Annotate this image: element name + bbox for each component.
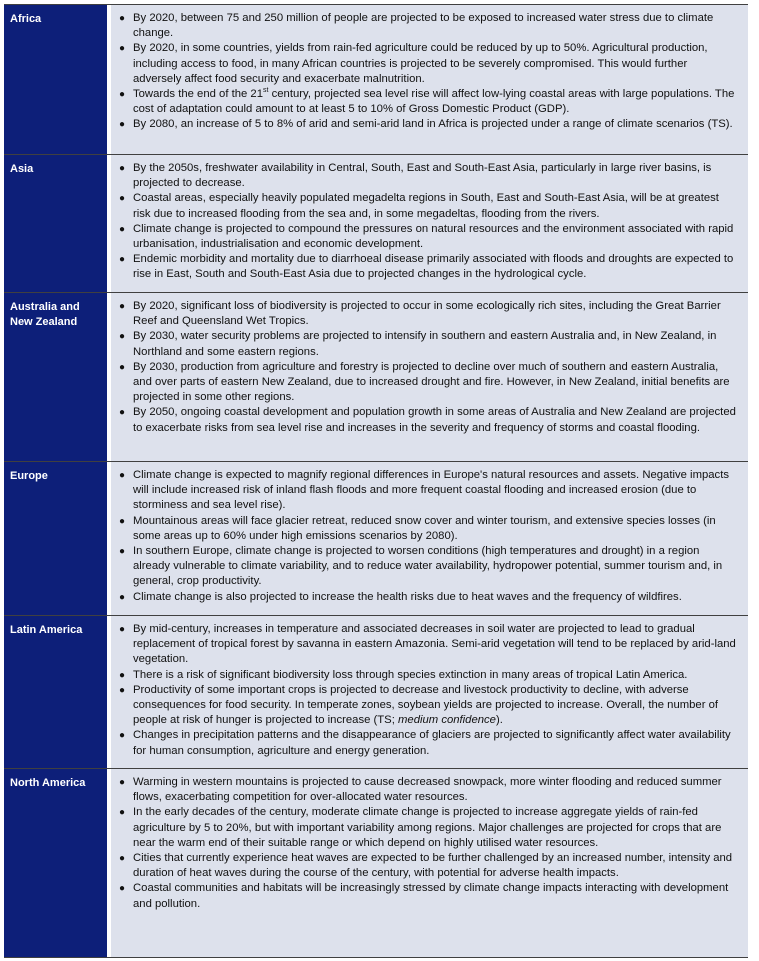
sup-text-item: Towards the end of the 21st century, projected sea level rise will affect low-lying coastal areas with large populations. The cost of adaptation could amount to at least 5 to 10% of Gross Domestic Product (GDP). (133, 87, 735, 116)
list-item: ● Climate change is also projected to increase the health risks due to heat waves and the frequency of wildfires. (119, 590, 682, 603)
region-label: Latin America (4, 616, 107, 768)
list-item: ● By 2020, significant loss of biodiversity is projected to occur in some ecologically rich sites, including the Great Barrier Reef and Queensland Wet Tropics. (119, 300, 721, 328)
list-item: ● By 2030, production from agriculture and forestry is projected to decline over much of southern and eastern Australia, and over parts of eastern New Zealand, due to increased drought and fire. However, in New Zealand, initial benefits are projected in some other regions. (119, 360, 730, 404)
list-item: ● Endemic morbidity and mortality due to diarrhoeal disease primarily associated with floods and droughts are expected to rise in East, South and South-East Asia due to projected changes in the hydrological cycle. (119, 253, 734, 281)
list-item: ● By mid-century, increases in temperature and associated decreases in soil water are projected to lead to gradual replacement of tropical forest by savanna in eastern Amazonia. Semi-arid vegetation will tend to be replaced by arid-land vegetation. (119, 623, 736, 666)
region-label: North America (4, 769, 107, 957)
list-item: ● Changes in precipitation patterns and the disappearance of glaciers are projected to significantly affect water availability for human consumption, agriculture and energy generation. (119, 729, 731, 757)
bullet-list (111, 155, 748, 292)
regional-impacts-table (4, 4, 748, 958)
list-item: ● Warming in western mountains is projected to cause decreased snowpack, more winter flooding and reduced summer flows, exacerbating competition for over-allocated water resources. (119, 776, 722, 804)
list-item: ● Mountainous areas will face glacier retreat, reduced snow cover and winter tourism, and extensive species losses (in some areas up to 60% under high emissions scenarios by 2080). (119, 514, 716, 542)
list-item: ● By 2080, an increase of 5 to 8% of arid and semi-arid land in Africa is projected under a range of climate scenarios (TS). (119, 118, 733, 131)
list-item: ● There is a risk of significant biodiversity loss through species extinction in many areas of tropical Latin America. (119, 668, 688, 681)
bullet-list (111, 462, 748, 615)
region-label: Europe (4, 462, 107, 615)
table-row (4, 155, 748, 293)
list-item: ● By 2020, between 75 and 250 million of people are projected to be exposed to increased water stress due to climate change. (119, 12, 714, 40)
table-row (4, 5, 748, 155)
region-label: Asia (4, 155, 107, 292)
list-item: ● Climate change is projected to compound the pressures on natural resources and the environment associated with rapid urbanisation, industrialisation and economic development. (119, 222, 734, 251)
bullet-list (111, 616, 748, 768)
region-label: Australia and New Zealand (4, 293, 107, 461)
list-item: ● Coastal communities and habitats will be increasingly stressed by climate change impacts interacting with development and pollution. (119, 882, 729, 910)
list-item: ● By 2030, water security problems are projected to intensify in southern and eastern Australia and, in New Zealand, in Northland and some eastern regions. (119, 330, 717, 358)
list-item: ● Towards the end of the 21st century, projected sea level rise will affect low-lying coastal areas with large populations. The cost of adaptation could amount to at least 5 to 10% of Gross Domestic Product (GDP). (119, 87, 735, 116)
list-item: ● Climate change is expected to magnify regional differences in Europe's natural resources and assets. Negative impacts will include increased risk of inland flash floods and more frequent coastal flooding and increased erosion (due to storminess and sea level rise). (119, 469, 729, 512)
list-item: ● By the 2050s, freshwater availability in Central, South, East and South-East Asia, particularly in large river basins, is projected to decrease. (119, 162, 712, 190)
bullet-list (111, 769, 748, 957)
list-item: ● In the early decades of the century, moderate climate change is projected to increase aggregate yields of rain-fed agriculture by 5 to 20%, but with important variability among regions. Major challenges are projected for crops that are near the warm end of their suitable range or which depend on highly utilised water resources. (119, 806, 722, 849)
list-item: ● Cities that currently experience heat waves are expected to be further challenged by an increased number, intensity and duration of heat waves during the course of the century, with potential for adverse health impacts. (119, 852, 733, 880)
bullet-list (111, 293, 748, 461)
list-item: ● By 2050, ongoing coastal development and population growth in some areas of Australia and New Zealand are projected to exacerbate risks from sea level rise and increases in the severity and frequency of storms and coastal flooding. (119, 406, 736, 434)
bullet-list (111, 5, 748, 154)
table-row (4, 293, 748, 462)
list-item: ● By 2020, in some countries, yields from rain-fed agriculture could be reduced by up to 50%. Agricultural production, including access to food, in many African countries is projected to be severely compromised. This would further adversely affect food security and exacerbate malnutrition. (119, 42, 708, 85)
list-item: ● Coastal areas, especially heavily populated megadelta regions in South, East and South-East Asia, will be at greatest risk due to increased flooding from the sea and, in some megadeltas, flooding from the rivers. (119, 192, 719, 220)
list-item: ● Productivity of some important crops is projected to decrease and livestock productivity to decline, with adverse consequences for food security. In temperate zones, soybean yields are projected to increase. Overall, the number of people at risk of hunger is projected to increase (TS; medium confidence). (119, 683, 719, 727)
list-item: ● In southern Europe, climate change is projected to worsen conditions (high temperatures and drought) in a region already vulnerable to climate variability, and to reduce water availability, hydropower potential, summer tourism and, in general, crop productivity. (119, 545, 723, 588)
table-row (4, 462, 748, 616)
italic-text-item: Productivity of some important crops is projected to decrease and livestock productivity to decline, with adverse consequences for food security. In temperate zones, soybean yields are projected to increase. Overall, the number of people at risk of hunger is projected to increase (TS; medium confidence). (133, 683, 719, 727)
region-label: Africa (4, 5, 107, 154)
table-row (4, 616, 748, 769)
table-row (4, 769, 748, 957)
